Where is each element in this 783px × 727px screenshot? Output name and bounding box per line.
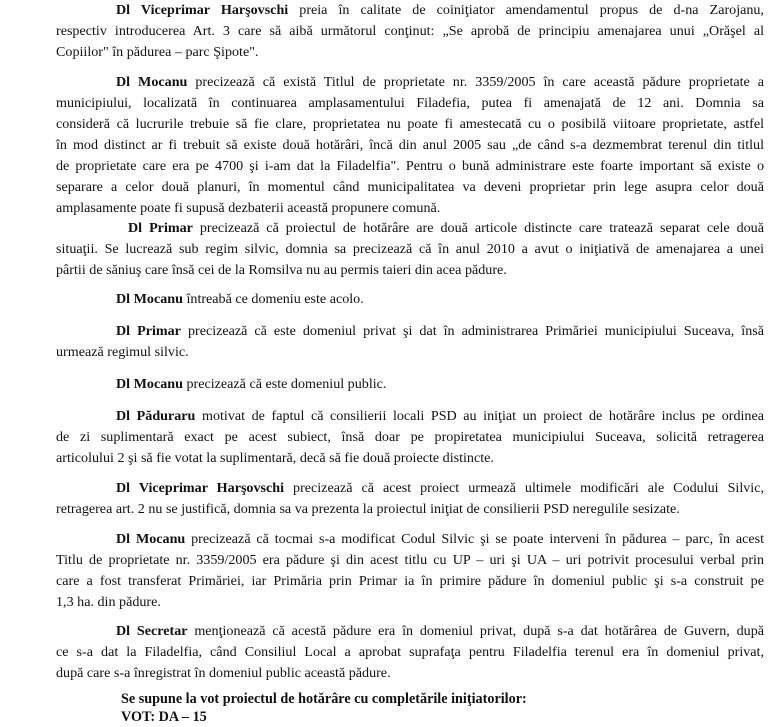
- paragraph-mocanu-4: [56, 529, 764, 613]
- paragraph-line: de proprietate care era pe 4700 şi i-am dat la Filadelfia". Pentru o bună administrare este foarte important să existe o: [56, 158, 764, 174]
- speaker-name: Dl Mocanu: [116, 376, 183, 392]
- vote-result: VOT: DA – 15: [121, 709, 207, 725]
- paragraph-line: respectiv introducerea Art. 3 care să aibă următorul conţinut: „Se aprobă de principiu amenajarea unui „Orăşel al: [56, 23, 764, 39]
- paragraph-line: după care s-a înregistrat în domeniul public această pădure.: [56, 665, 391, 681]
- paragraph-mocanu-2: [56, 289, 764, 310]
- paragraph-line: 1,3 ha. din pădure.: [56, 594, 161, 610]
- speaker-name: Dl Mocanu: [116, 74, 188, 90]
- paragraph-line: precizează că este domeniul public.: [182, 376, 387, 392]
- speaker-name: Dl Primar: [116, 323, 181, 339]
- vote-motion: Se supune la vot proiectul de hotărâre cu completările iniţiatorilor:: [121, 691, 527, 707]
- paragraph-line: care a fost transferat Primăriei, iar Primăria prin Primar ia în primire pădure în domeniul public şi s-a construit pe: [56, 573, 764, 589]
- paragraph-paduraru: [56, 406, 764, 469]
- paragraph-line: urmează regimul silvic.: [56, 344, 189, 360]
- paragraph-line: întreabă ce domeniu este acolo.: [182, 291, 364, 307]
- paragraph-primar-1: [56, 218, 764, 281]
- speaker-name: Dl Primar: [128, 220, 193, 236]
- paragraph-line: precizează că este domeniul privat şi dat în administrarea Primăriei municipiului Suceava, însă: [180, 323, 764, 339]
- paragraph-line: ce s-a dat la Filadelfia, când Consiliul Local a aprobat suprafaţa pentru Filadelfia terenul era în domeniul privat,: [56, 644, 764, 660]
- paragraph-line: situaţii. Se lucrează sub regim silvic, domnia sa precizează că în anul 2010 a avut o iniţiativă de amenajarea a unei: [56, 241, 764, 257]
- paragraph-line: amplasamente poate fi supusă dezbaterii această propunere comună.: [56, 200, 441, 216]
- paragraph-line: retragerea art. 2 nu se justifică, domnia sa va prezenta la proiectul iniţiat de consilierii PSD neregulile sesizate.: [56, 501, 680, 517]
- speaker-name: Dl Secretar: [116, 623, 188, 639]
- paragraph-line: precizează că acest proiect urmează ultimele modificări ale Codului Silvic,: [284, 480, 764, 496]
- paragraph-line: precizează că tocmai s-a modificat Codul Silvic şi se poate interveni în pădurea – parc, în acest: [185, 531, 764, 547]
- paragraph-harsovschi-2: [56, 478, 764, 520]
- paragraph-harsovschi-1: [56, 0, 764, 63]
- paragraph-mocanu-3: [56, 374, 764, 395]
- paragraph-line: pârtii de săniuş care însă cei de la Romsilva nu au permis taieri din acea pădure.: [56, 262, 507, 278]
- paragraph-line: precizează că proiectul de hotărâre are două articole distincte care tratează separat cele două: [192, 220, 764, 236]
- speaker-name: Dl Viceprimar Harşovschi: [116, 480, 285, 496]
- paragraph-line: motivat de faptul că consilierii locali PSD au iniţiat un proiect de hotărâre inclus pe ordinea: [195, 408, 764, 424]
- paragraph-line: în mod distinct ar fi trebuit să existe două hotărâri, încă din anul 2005 sau „de când s-a dezmembrat terenul din titlul: [56, 137, 764, 153]
- speaker-name: Dl Păduraru: [116, 408, 196, 424]
- speaker-name: Dl Mocanu: [116, 291, 183, 307]
- paragraph-mocanu-1: [56, 72, 764, 219]
- paragraph-line: preia în calitate de coiniţiator amendamentul propus de d-na Zarojanu,: [288, 2, 765, 18]
- paragraph-line: Copiilor" în pădurea – parc Şipote".: [56, 44, 259, 60]
- paragraph-primar-2: [56, 321, 764, 363]
- paragraph-line: menţionează că acestă pădure era în domeniul privat, după s-a dat hotărârea de Guvern, după: [187, 623, 764, 639]
- speaker-name: Dl Mocanu: [116, 531, 186, 547]
- speaker-name: Dl Viceprimar Harşovschi: [116, 2, 289, 18]
- paragraph-secretar: [56, 621, 764, 684]
- paragraph-line: separare a celor două planuri, în momentul când municipalitatea va deveni proprietar prin lege asupra celor două: [56, 179, 764, 195]
- paragraph-line: Titlu de proprietate nr. 3359/2005 era pădure şi din acest titlu cu UP – uri şi UA – uri potrivit procesului verbal prin: [56, 552, 764, 568]
- paragraph-line: municipiului, localizată în continuarea amplasamentului Filadefia, putea fi amenajată de 12 ani. Domnia sa: [56, 95, 764, 111]
- paragraph-line: precizează că există Titlul de proprietate nr. 3359/2005 în care această pădure proprietate a: [187, 74, 764, 90]
- paragraph-line: de zi suplimentară exact pe acest subiect, însă doar pe propiretatea municipiului Suceava, solicită retragerea: [56, 429, 764, 445]
- paragraph-line: articolului 2 şi să fie votat la suplimentară, decă să fie două proiecte distincte.: [56, 450, 494, 466]
- paragraph-line: consideră că lucrurile trebuie să fie clare, proprietatea nu poate fi amestecată cu o posibilă viitoare proprietate, astfel: [56, 116, 764, 132]
